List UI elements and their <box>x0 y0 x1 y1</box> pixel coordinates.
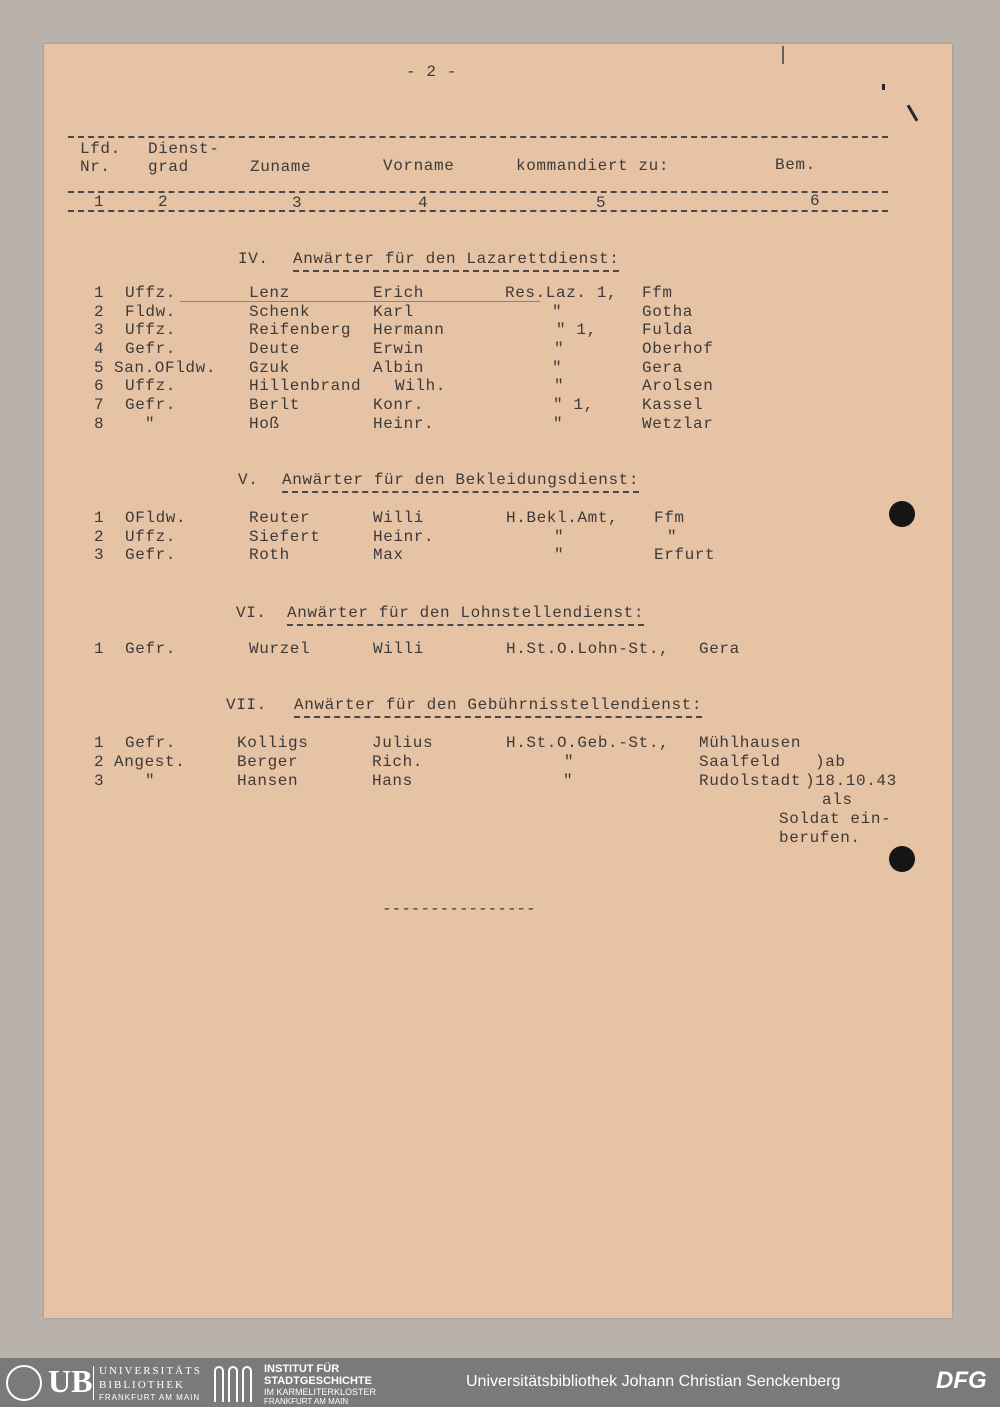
punch-hole <box>889 846 915 872</box>
row-surname: Hoß <box>249 415 280 433</box>
row-rank: " <box>145 772 156 790</box>
remark-line: als <box>822 791 853 809</box>
section-heading: Anwärter für den Lohnstellendienst: <box>287 604 644 626</box>
row-unit: " <box>554 528 565 546</box>
row-unit: " <box>554 377 565 395</box>
row-number: 1 <box>94 284 105 302</box>
divider <box>93 1366 94 1400</box>
row-rank: Angest. <box>114 753 186 771</box>
row-place: Wetzlar <box>642 415 714 433</box>
row-place: Gera <box>642 359 683 377</box>
row-surname: Reuter <box>249 509 311 527</box>
dfg-logo: DFG <box>936 1367 987 1394</box>
row-surname: Roth <box>249 546 290 564</box>
header-col1-line1: Lfd. <box>80 140 121 158</box>
row-number: 3 <box>94 546 105 564</box>
row-rank: Gefr. <box>125 396 177 414</box>
row-number: 2 <box>94 303 105 321</box>
row-rank: Uffz. <box>125 284 177 302</box>
section-heading-roman: IV. <box>238 250 269 268</box>
row-surname: Siefert <box>249 528 321 546</box>
row-surname: Hillenbrand <box>249 377 362 395</box>
row-unit: H.St.O.Geb.-St., <box>506 734 670 752</box>
row-rank: Gefr. <box>125 340 177 358</box>
row-unit: " <box>564 753 575 771</box>
isg-line2: STADTGESCHICHTE <box>264 1375 372 1387</box>
row-rank: Gefr. <box>125 734 177 752</box>
row-firstname: Willi <box>373 640 425 658</box>
ub-line3: FRANKFURT AM MAIN <box>99 1393 201 1402</box>
ub-seal-icon <box>6 1365 42 1401</box>
row-unit: " <box>563 772 574 790</box>
row-place: Gera <box>699 640 740 658</box>
row-place: Arolsen <box>642 377 714 395</box>
row-firstname: Erwin <box>373 340 425 358</box>
header-rule-mid <box>68 191 888 193</box>
remark-line: )18.10.43 <box>805 772 897 790</box>
row-number: 2 <box>94 753 105 771</box>
row-rank: " <box>145 415 156 433</box>
row-firstname: Wilh. <box>395 377 447 395</box>
row-rank: Uffz. <box>125 377 177 395</box>
closing-line: ---------------- <box>382 900 536 918</box>
header-number: 5 <box>596 194 607 212</box>
remark-line: )ab <box>815 753 846 771</box>
section-heading: Anwärter für den Bekleidungsdienst: <box>282 471 639 493</box>
punch-hole <box>889 501 915 527</box>
section-heading: Anwärter für den Lazarettdienst: <box>293 250 619 272</box>
row-unit: H.St.O.Lohn-St., <box>506 640 670 658</box>
row-rank: Gefr. <box>125 546 177 564</box>
remark-line: Soldat ein- <box>779 810 892 828</box>
row-number: 5 <box>94 359 105 377</box>
row-place: Mühlhausen <box>699 734 802 752</box>
header-number: 1 <box>94 193 105 211</box>
row-surname: Lenz <box>249 284 290 302</box>
section-heading: Anwärter für den Gebührnisstellendienst: <box>294 696 702 718</box>
row-number: 1 <box>94 640 105 658</box>
row-surname: Gzuk <box>249 359 290 377</box>
row-surname: Deute <box>249 340 301 358</box>
row-firstname: Willi <box>373 509 425 527</box>
isg-line4: FRANKFURT AM MAIN <box>264 1397 349 1406</box>
row-number: 3 <box>94 772 105 790</box>
row-unit: " 1, <box>553 396 594 414</box>
header-number: 6 <box>810 192 821 210</box>
row-place: Fulda <box>642 321 694 339</box>
header-col3: Zuname <box>250 158 312 176</box>
row-surname: Wurzel <box>249 640 311 658</box>
row-number: 6 <box>94 377 105 395</box>
header-number: 2 <box>158 193 169 211</box>
row-unit: " <box>552 303 563 321</box>
row-firstname: Hermann <box>373 321 445 339</box>
red-underline <box>180 301 540 302</box>
row-number: 7 <box>94 396 105 414</box>
row-surname: Hansen <box>237 772 299 790</box>
header-number: 3 <box>292 194 303 212</box>
header-col1-line2: Nr. <box>80 158 111 176</box>
row-firstname: Heinr. <box>373 528 435 546</box>
section-heading-roman: V. <box>238 471 259 489</box>
row-unit: " <box>553 415 564 433</box>
row-place: Erfurt <box>654 546 716 564</box>
section-heading-roman: VI. <box>236 604 267 622</box>
header-rule-top <box>68 136 888 138</box>
row-unit: " <box>554 546 565 564</box>
header-rule-bottom <box>68 210 888 212</box>
row-rank: OFldw. <box>125 509 187 527</box>
header-col5: kommandiert zu: <box>516 157 670 175</box>
header-number: 4 <box>418 194 429 212</box>
row-firstname: Hans <box>372 772 413 790</box>
header-col4: Vorname <box>383 157 455 175</box>
row-unit: H.Bekl.Amt, <box>506 509 619 527</box>
row-place: Ffm <box>654 509 685 527</box>
row-firstname: Rich. <box>372 753 424 771</box>
row-number: 1 <box>94 734 105 752</box>
row-firstname: Karl <box>373 303 414 321</box>
row-place: Kassel <box>642 396 704 414</box>
ink-mark <box>782 46 784 64</box>
row-rank: Gefr. <box>125 640 177 658</box>
ub-line1: UNIVERSITÄTS <box>99 1365 202 1377</box>
row-firstname: Max <box>373 546 404 564</box>
row-place: Saalfeld <box>699 753 781 771</box>
ub-line2: BIBLIOTHEK <box>99 1379 185 1391</box>
section-heading-roman: VII. <box>226 696 267 714</box>
row-number: 1 <box>94 509 105 527</box>
row-unit: Res.Laz. 1, <box>505 284 618 302</box>
ub-logo: UB <box>48 1363 93 1399</box>
row-number: 3 <box>94 321 105 339</box>
row-number: 2 <box>94 528 105 546</box>
row-place: " <box>667 528 678 546</box>
row-rank: Fldw. <box>125 303 177 321</box>
footer-bar <box>0 1358 1000 1407</box>
row-place: Rudolstadt <box>699 772 802 790</box>
row-firstname: Konr. <box>373 396 425 414</box>
row-unit: " <box>554 340 565 358</box>
row-surname: Berger <box>237 753 299 771</box>
row-number: 8 <box>94 415 105 433</box>
row-surname: Berlt <box>249 396 301 414</box>
isg-line3: IM KARMELITERKLOSTER <box>264 1387 377 1397</box>
row-place: Oberhof <box>642 340 714 358</box>
row-firstname: Erich <box>373 284 425 302</box>
row-rank: San.OFldw. <box>114 359 217 377</box>
row-firstname: Albin <box>373 359 425 377</box>
footer-center-text: Universitätsbibliothek Johann Christian Senckenberg <box>466 1373 841 1390</box>
row-rank: Uffz. <box>125 528 177 546</box>
isg-line1: INSTITUT FÜR <box>264 1363 340 1375</box>
row-rank: Uffz. <box>125 321 177 339</box>
row-number: 4 <box>94 340 105 358</box>
row-surname: Schenk <box>249 303 311 321</box>
ink-mark <box>882 84 885 90</box>
header-col2-line2: grad <box>148 158 189 176</box>
row-firstname: Heinr. <box>373 415 435 433</box>
row-surname: Reifenberg <box>249 321 352 339</box>
row-surname: Kolligs <box>237 734 309 752</box>
page-number: - 2 - <box>406 63 458 81</box>
row-unit: " <box>552 359 563 377</box>
remark-line: berufen. <box>779 829 861 847</box>
header-col2-line1: Dienst- <box>148 140 220 158</box>
row-firstname: Julius <box>372 734 434 752</box>
row-place: Gotha <box>642 303 694 321</box>
document-page <box>44 44 952 1318</box>
row-unit: " 1, <box>556 321 597 339</box>
row-place: Ffm <box>642 284 673 302</box>
header-col6: Bem. <box>775 156 816 174</box>
isg-arches-icon <box>214 1366 254 1402</box>
